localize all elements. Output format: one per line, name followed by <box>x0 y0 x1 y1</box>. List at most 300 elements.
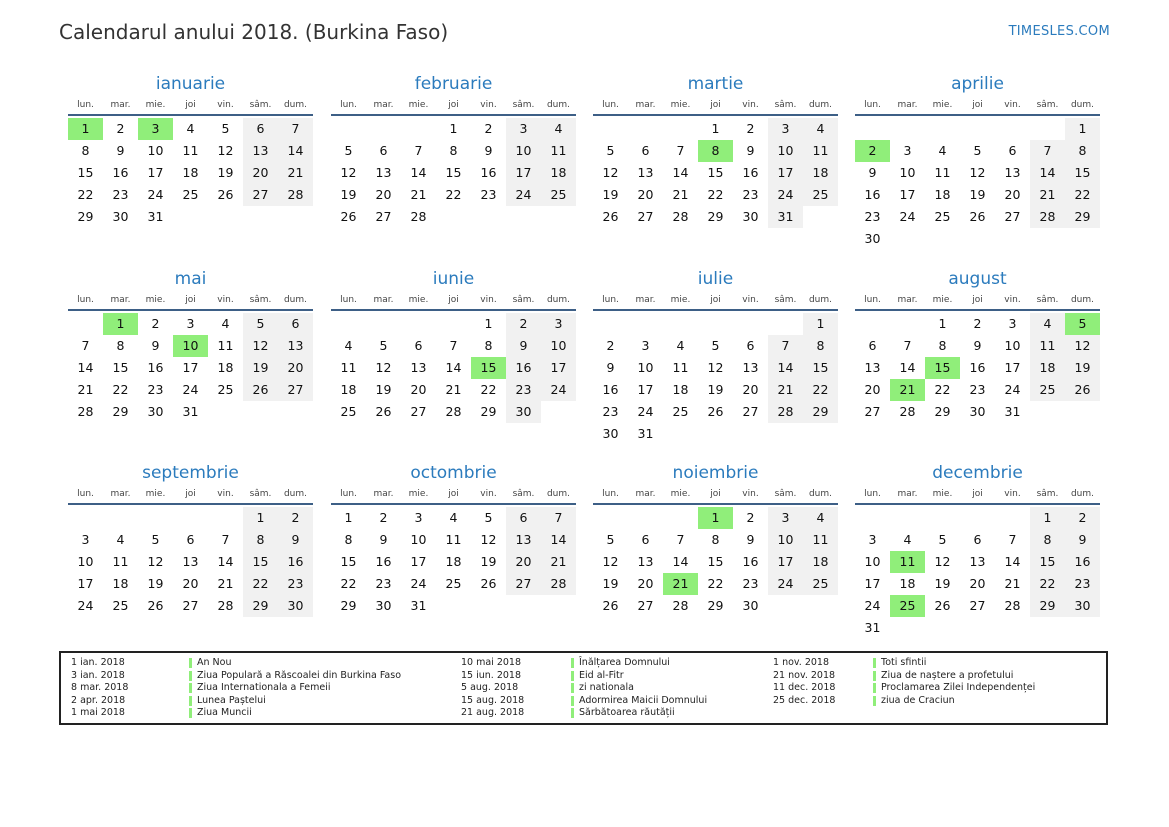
weekday-label: dum. <box>546 100 571 110</box>
day-cell: 13 <box>506 529 541 551</box>
legend-date: 2 apr. 2018 <box>71 694 126 706</box>
weekday-label: lun. <box>864 100 881 110</box>
empty-cell <box>1030 228 1065 250</box>
weekday-label: sâm. <box>249 100 272 110</box>
day-cell: 11 <box>1030 335 1065 357</box>
day-cell: 26 <box>147 598 164 613</box>
weekday-header <box>855 487 1100 501</box>
empty-cell <box>68 313 103 335</box>
day-cell: 21 <box>541 551 576 573</box>
day-cell: 5 <box>344 143 353 158</box>
day-cell: 9 <box>116 143 125 158</box>
week-row <box>331 551 576 573</box>
day-cell: 8 <box>449 143 458 158</box>
day-cell: 4 <box>1030 313 1065 335</box>
day-cell: 6 <box>379 143 388 158</box>
day-cell: 11 <box>803 140 838 162</box>
day-cell: 10 <box>506 140 541 162</box>
weekday-label: dum. <box>283 100 308 110</box>
empty-cell <box>208 507 243 529</box>
day-cell: 8 <box>803 335 838 357</box>
weekday-label: vin. <box>742 295 759 305</box>
weekday-label: mie. <box>670 295 691 305</box>
day-cell: 23 <box>506 379 541 401</box>
day-cell: 19 <box>217 165 234 180</box>
empty-cell <box>1065 401 1100 423</box>
weekday-label: mie. <box>932 100 953 110</box>
legend-date: 8 mar. 2018 <box>71 682 129 693</box>
weekday-label: joi <box>972 489 983 499</box>
weekday-label: lun. <box>77 295 94 305</box>
weekday-label: dum. <box>808 100 833 110</box>
day-cell: 20 <box>864 382 881 397</box>
day-cell: 5 <box>379 338 388 353</box>
holiday-day-cell: 21 <box>663 573 698 595</box>
weekday-label: vin. <box>742 100 759 110</box>
day-cell: 23 <box>147 382 164 397</box>
empty-cell <box>436 313 471 335</box>
day-cell: 14 <box>278 140 313 162</box>
day-cell: 20 <box>1004 187 1021 202</box>
day-cell: 9 <box>746 532 755 547</box>
day-cell: 13 <box>637 554 654 569</box>
day-cell: 21 <box>768 379 803 401</box>
month-name: septembrie <box>142 463 239 483</box>
week-row <box>68 379 313 401</box>
day-cell: 24 <box>147 187 164 202</box>
holiday-marker <box>189 658 192 668</box>
weekday-label: sâm. <box>249 295 272 305</box>
day-cell: 8 <box>81 143 90 158</box>
day-cell: 10 <box>77 554 94 569</box>
holiday-day-cell: 3 <box>138 118 173 140</box>
day-cell: 16 <box>147 360 164 375</box>
holiday-marker <box>571 696 574 706</box>
day-cell: 16 <box>278 551 313 573</box>
empty-cell <box>593 118 628 140</box>
day-cell: 18 <box>541 162 576 184</box>
day-cell: 22 <box>243 573 278 595</box>
day-cell: 5 <box>606 532 615 547</box>
month-septembrie <box>68 462 313 617</box>
week-row <box>593 184 838 206</box>
empty-cell <box>243 206 278 228</box>
holiday-day-cell: 1 <box>698 507 733 529</box>
week-row <box>855 228 1100 250</box>
empty-cell <box>331 313 366 335</box>
weekday-label: vin. <box>1004 100 1021 110</box>
day-cell: 24 <box>1004 382 1021 397</box>
week-row <box>68 595 313 617</box>
day-cell: 29 <box>1030 595 1065 617</box>
day-cell: 13 <box>410 360 427 375</box>
weekday-label: mar. <box>373 295 394 305</box>
day-cell: 11 <box>803 529 838 551</box>
holiday-marker <box>189 708 192 718</box>
day-cell: 30 <box>969 404 986 419</box>
day-cell: 5 <box>711 338 720 353</box>
weekday-label: joi <box>185 100 196 110</box>
day-cell: 27 <box>1004 209 1021 224</box>
week-row <box>593 140 838 162</box>
weekday-label: mie. <box>932 489 953 499</box>
week-row <box>855 595 1100 617</box>
day-cell: 11 <box>217 338 234 353</box>
day-cell: 17 <box>768 162 803 184</box>
empty-cell <box>960 507 995 529</box>
brand-link[interactable]: TIMESLES.COM <box>1008 24 1110 39</box>
day-cell: 22 <box>803 379 838 401</box>
day-cell: 2 <box>973 316 982 331</box>
day-cell: 17 <box>637 382 654 397</box>
weekday-label: sâm. <box>512 100 535 110</box>
week-row <box>855 357 1100 379</box>
empty-cell <box>436 206 471 228</box>
empty-cell <box>593 507 628 529</box>
day-cell: 6 <box>1008 143 1017 158</box>
legend-date: 15 aug. 2018 <box>461 694 525 706</box>
day-cell: 30 <box>742 209 759 224</box>
day-cell: 20 <box>375 187 392 202</box>
day-cell: 5 <box>151 532 160 547</box>
month-decembrie <box>855 462 1100 639</box>
empty-cell <box>401 313 436 335</box>
day-cell: 13 <box>278 335 313 357</box>
day-cell: 28 <box>672 209 689 224</box>
weekday-label: mar. <box>373 489 394 499</box>
day-cell: 14 <box>672 554 689 569</box>
week-row <box>68 140 313 162</box>
weekday-label: mie. <box>145 100 166 110</box>
empty-cell <box>995 617 1030 639</box>
day-cell: 27 <box>969 598 986 613</box>
empty-cell <box>890 118 925 140</box>
day-cell: 16 <box>375 554 392 569</box>
day-cell: 17 <box>768 551 803 573</box>
weekday-label: mar. <box>897 295 918 305</box>
legend-holiday-name: Ziua Muncii <box>197 707 252 718</box>
day-cell: 29 <box>934 404 951 419</box>
day-cell: 7 <box>768 335 803 357</box>
day-cell: 14 <box>217 554 234 569</box>
day-cell: 17 <box>77 576 94 591</box>
header-divider <box>593 114 838 116</box>
day-cell: 21 <box>445 382 462 397</box>
header-divider <box>593 309 838 311</box>
day-cell: 12 <box>969 165 986 180</box>
holiday-legend <box>59 651 1108 725</box>
day-cell: 15 <box>803 357 838 379</box>
weekday-label: dum. <box>1070 489 1095 499</box>
empty-cell <box>138 507 173 529</box>
day-cell: 30 <box>506 401 541 423</box>
day-cell: 22 <box>480 382 497 397</box>
day-cell: 19 <box>243 357 278 379</box>
empty-cell <box>995 228 1030 250</box>
day-cell: 23 <box>742 576 759 591</box>
day-cell: 15 <box>445 165 462 180</box>
day-cell: 31 <box>147 209 164 224</box>
empty-cell <box>1030 401 1065 423</box>
day-cell: 23 <box>112 187 129 202</box>
day-cell: 11 <box>340 360 357 375</box>
day-cell: 25 <box>1030 379 1065 401</box>
day-cell: 22 <box>112 382 129 397</box>
holiday-day-cell: 15 <box>471 357 506 379</box>
weekday-label: sâm. <box>512 295 535 305</box>
week-row <box>331 313 576 335</box>
day-cell: 22 <box>1030 573 1065 595</box>
day-cell: 16 <box>602 382 619 397</box>
holiday-marker <box>571 708 574 718</box>
day-cell: 9 <box>506 335 541 357</box>
holiday-marker <box>873 683 876 693</box>
day-cell: 4 <box>676 338 685 353</box>
day-cell: 3 <box>868 532 877 547</box>
weekday-label: mar. <box>897 100 918 110</box>
empty-cell <box>471 206 506 228</box>
day-cell: 13 <box>182 554 199 569</box>
month-iulie <box>593 268 838 445</box>
weekday-label: sâm. <box>1036 100 1059 110</box>
day-cell: 28 <box>1030 206 1065 228</box>
month-name: februarie <box>414 74 493 94</box>
legend-holiday-name: Lunea Paștelui <box>197 694 266 706</box>
day-cell: 17 <box>147 165 164 180</box>
day-cell: 19 <box>707 382 724 397</box>
day-cell: 19 <box>602 576 619 591</box>
week-row <box>855 617 1100 639</box>
day-cell: 25 <box>182 187 199 202</box>
day-cell: 30 <box>864 231 881 246</box>
weekday-label: lun. <box>864 295 881 305</box>
empty-cell <box>278 206 313 228</box>
day-cell: 18 <box>803 162 838 184</box>
day-cell: 28 <box>768 401 803 423</box>
holiday-marker <box>571 658 574 668</box>
weekday-header <box>331 98 576 112</box>
day-cell: 6 <box>243 118 278 140</box>
week-row <box>855 206 1100 228</box>
week-row <box>68 573 313 595</box>
day-cell: 3 <box>1008 316 1017 331</box>
empty-cell <box>1065 617 1100 639</box>
day-cell: 16 <box>480 165 497 180</box>
day-cell: 20 <box>182 576 199 591</box>
empty-cell <box>1030 118 1065 140</box>
day-cell: 5 <box>606 143 615 158</box>
day-cell: 12 <box>1065 335 1100 357</box>
week-row <box>855 184 1100 206</box>
day-cell: 22 <box>77 187 94 202</box>
weekday-label: mar. <box>373 100 394 110</box>
empty-cell <box>890 507 925 529</box>
day-cell: 25 <box>803 573 838 595</box>
day-cell: 17 <box>506 162 541 184</box>
empty-cell <box>925 118 960 140</box>
day-cell: 3 <box>903 143 912 158</box>
week-row <box>68 507 313 529</box>
day-cell: 12 <box>602 554 619 569</box>
week-row <box>855 118 1100 140</box>
day-cell: 8 <box>344 532 353 547</box>
weekday-header <box>331 293 576 307</box>
day-cell: 18 <box>1030 357 1065 379</box>
week-row <box>331 573 576 595</box>
empty-cell <box>995 507 1030 529</box>
day-cell: 27 <box>864 404 881 419</box>
day-cell: 20 <box>742 382 759 397</box>
weekday-label: sâm. <box>774 295 797 305</box>
day-cell: 8 <box>711 532 720 547</box>
month-name: decembrie <box>932 463 1023 483</box>
day-cell: 24 <box>864 598 881 613</box>
day-cell: 2 <box>151 316 160 331</box>
day-cell: 20 <box>637 576 654 591</box>
week-row <box>593 162 838 184</box>
legend-date: 25 dec. 2018 <box>773 694 836 706</box>
day-cell: 23 <box>969 382 986 397</box>
weekday-label: lun. <box>77 489 94 499</box>
month-name: octombrie <box>410 463 497 483</box>
day-cell: 8 <box>1065 140 1100 162</box>
day-cell: 16 <box>1065 551 1100 573</box>
day-cell: 16 <box>506 357 541 379</box>
day-cell: 8 <box>484 338 493 353</box>
day-cell: 10 <box>541 335 576 357</box>
day-cell: 4 <box>449 510 458 525</box>
day-cell: 7 <box>221 532 230 547</box>
day-cell: 27 <box>278 379 313 401</box>
day-cell: 9 <box>379 532 388 547</box>
day-cell: 6 <box>414 338 423 353</box>
holiday-marker <box>189 696 192 706</box>
legend-date: 1 ian. 2018 <box>71 657 125 668</box>
weekday-header <box>331 487 576 501</box>
day-cell: 8 <box>1030 529 1065 551</box>
empty-cell <box>890 313 925 335</box>
holiday-day-cell: 21 <box>890 379 925 401</box>
day-cell: 19 <box>480 554 497 569</box>
empty-cell <box>803 423 838 445</box>
day-cell: 13 <box>375 165 392 180</box>
day-cell: 23 <box>278 573 313 595</box>
day-cell: 18 <box>803 551 838 573</box>
day-cell: 14 <box>768 357 803 379</box>
month-mai <box>68 268 313 423</box>
day-cell: 2 <box>484 121 493 136</box>
empty-cell <box>733 423 768 445</box>
empty-cell <box>541 206 576 228</box>
weekday-label: mar. <box>635 100 656 110</box>
day-cell: 27 <box>410 404 427 419</box>
holiday-marker <box>571 683 574 693</box>
day-cell: 4 <box>116 532 125 547</box>
day-cell: 5 <box>221 121 230 136</box>
week-row <box>68 118 313 140</box>
day-cell: 4 <box>938 143 947 158</box>
week-row <box>855 551 1100 573</box>
day-cell: 3 <box>186 316 195 331</box>
day-cell: 4 <box>803 507 838 529</box>
empty-cell <box>628 507 663 529</box>
day-cell: 6 <box>641 143 650 158</box>
day-cell: 12 <box>243 335 278 357</box>
week-row <box>331 357 576 379</box>
empty-cell <box>925 507 960 529</box>
day-cell: 3 <box>641 338 650 353</box>
legend-holiday-name: Ziua Populară a Răscoalei din Burkina Faso <box>197 669 402 681</box>
empty-cell <box>1030 617 1065 639</box>
week-row <box>331 162 576 184</box>
day-cell: 26 <box>217 187 234 202</box>
empty-cell <box>960 228 995 250</box>
week-row <box>855 529 1100 551</box>
day-cell: 18 <box>217 360 234 375</box>
legend-date: 5 aug. 2018 <box>461 682 519 693</box>
holiday-day-cell: 11 <box>890 551 925 573</box>
weekday-label: joi <box>710 295 721 305</box>
week-row <box>855 507 1100 529</box>
empty-cell <box>208 206 243 228</box>
day-cell: 9 <box>606 360 615 375</box>
day-cell: 25 <box>445 576 462 591</box>
day-cell: 28 <box>899 404 916 419</box>
month-aprilie <box>855 73 1100 250</box>
day-cell: 11 <box>541 140 576 162</box>
header-divider <box>855 309 1100 311</box>
day-cell: 22 <box>340 576 357 591</box>
day-cell: 29 <box>112 404 129 419</box>
week-row <box>68 551 313 573</box>
weekday-label: vin. <box>480 489 497 499</box>
day-cell: 26 <box>969 209 986 224</box>
day-cell: 28 <box>445 404 462 419</box>
day-cell: 15 <box>243 551 278 573</box>
week-row <box>855 379 1100 401</box>
header-divider <box>855 503 1100 505</box>
day-cell: 10 <box>768 140 803 162</box>
day-cell: 11 <box>112 554 129 569</box>
day-cell: 23 <box>864 209 881 224</box>
month-name: iulie <box>697 269 734 289</box>
day-cell: 24 <box>541 379 576 401</box>
day-cell: 17 <box>1004 360 1021 375</box>
day-cell: 27 <box>506 573 541 595</box>
day-cell: 25 <box>340 404 357 419</box>
day-cell: 30 <box>147 404 164 419</box>
holiday-marker <box>189 683 192 693</box>
day-cell: 29 <box>803 401 838 423</box>
weekday-label: mie. <box>145 489 166 499</box>
day-cell: 3 <box>506 118 541 140</box>
day-cell: 2 <box>1065 507 1100 529</box>
week-row <box>68 401 313 423</box>
empty-cell <box>960 118 995 140</box>
day-cell: 28 <box>410 209 427 224</box>
empty-cell <box>663 507 698 529</box>
day-cell: 14 <box>899 360 916 375</box>
day-cell: 28 <box>278 184 313 206</box>
day-cell: 31 <box>1004 404 1021 419</box>
weekday-label: mie. <box>408 489 429 499</box>
day-cell: 24 <box>899 209 916 224</box>
empty-cell <box>541 401 576 423</box>
day-cell: 31 <box>637 426 654 441</box>
legend-date: 11 dec. 2018 <box>773 682 836 693</box>
weekday-label: vin. <box>480 295 497 305</box>
empty-cell <box>855 118 890 140</box>
